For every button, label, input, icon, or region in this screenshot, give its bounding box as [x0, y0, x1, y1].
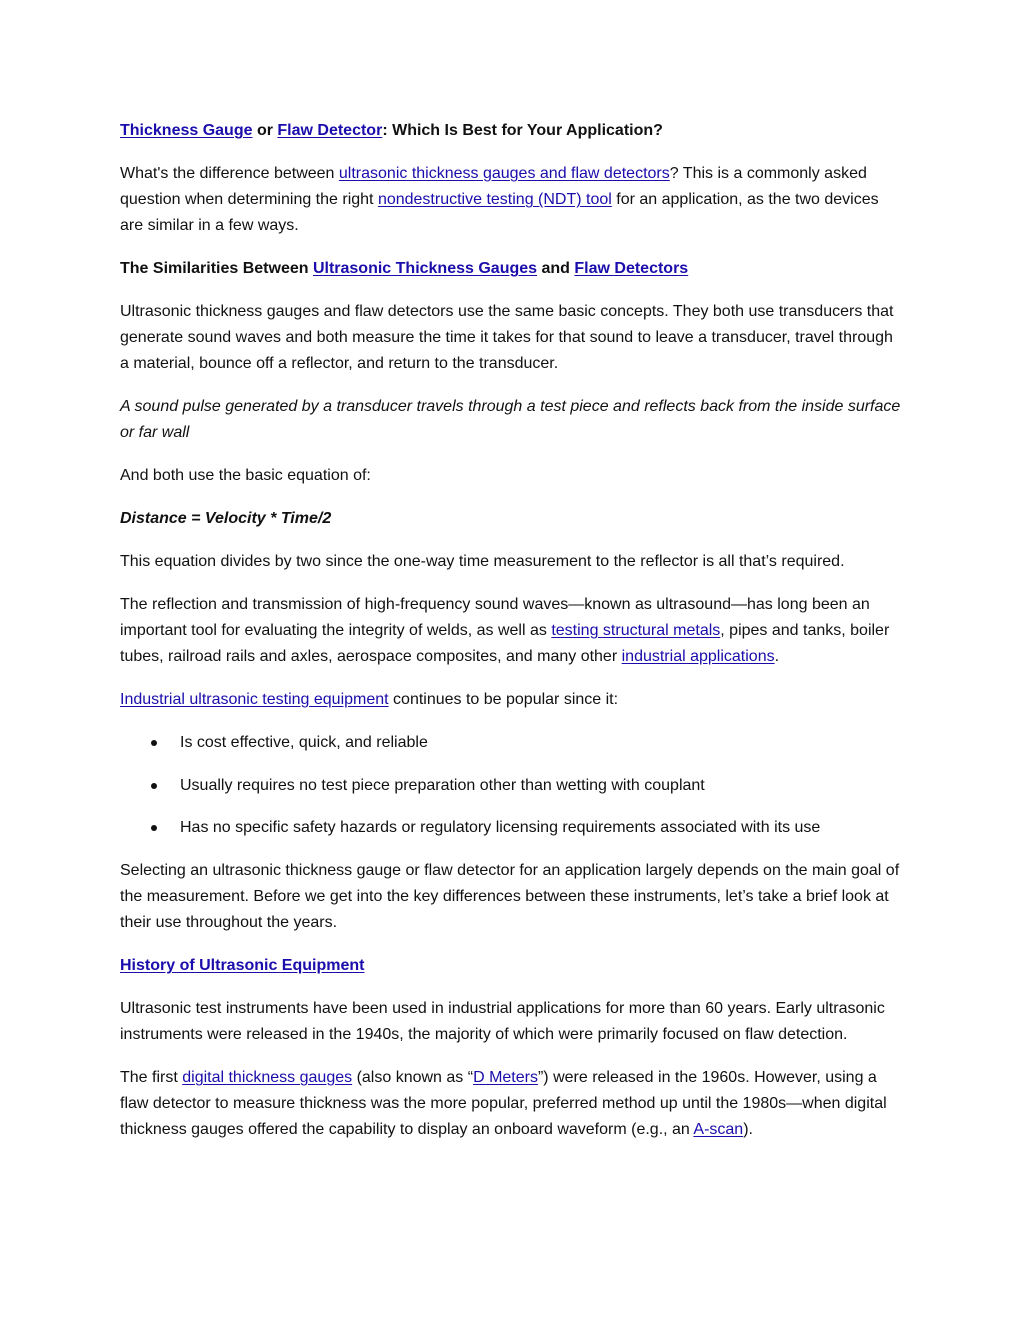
paragraph-text: The first	[120, 1069, 183, 1086]
ndt-tool-link[interactable]: nondestructive testing (NDT) tool	[377, 191, 612, 208]
history-paragraph: Ultrasonic test instruments have been used in industrial applications for more than 60 years. Early ultrasonic instruments were released in the 1940s, the majority of which were primarily focused on flaw detection.	[120, 1000, 885, 1043]
list-item-text: Usually requires no test piece preparation other than wetting with couplant	[180, 776, 705, 794]
thickness-gauge-link[interactable]: Thickness Gauge	[120, 122, 253, 139]
caption-paragraph: A sound pulse generated by a transducer travels through a test piece and reflects back from the inside surface or far wall	[120, 398, 901, 441]
concepts-paragraph: Ultrasonic thickness gauges and flaw detectors use the same basic concepts. They both use transducers that generate sound waves and both measure the time it takes for that sound to leave a transducer, travel through a material, bounce off a reflector, and return to the transducer.	[120, 303, 894, 372]
heading-text: and	[537, 260, 575, 277]
paragraph-text: for an application, as the two devices are similar in a few ways.	[120, 191, 879, 234]
paragraph-text: .	[774, 648, 780, 665]
ultrasonic-thickness-gauges-link[interactable]: Ultrasonic Thickness Gauges	[312, 260, 538, 277]
flaw-detector-link[interactable]: Flaw Detector	[277, 122, 383, 139]
history-heading	[120, 953, 906, 979]
article-title	[120, 118, 906, 144]
bullet-icon	[151, 783, 157, 789]
industrial-ultrasonic-equipment-link[interactable]: Industrial ultrasonic testing equipment	[120, 691, 389, 708]
list-item	[120, 773, 906, 799]
benefits-list	[120, 730, 906, 841]
title-text: or	[252, 122, 278, 139]
d-meters-link[interactable]: D Meters	[473, 1069, 538, 1086]
heading-text: The Similarities Between	[120, 260, 313, 277]
equation: Distance = Velocity * Time/2	[120, 510, 332, 527]
paragraph-text: ).	[743, 1121, 753, 1138]
ultrasound-paragraph	[120, 592, 906, 670]
selection-paragraph: Selecting an ultrasonic thickness gauge or flaw detector for an application largely depends on the main goal of the measurement. Before we get into the key differences between these instruments, let’s take a brief look at their use throughout the years.	[120, 862, 900, 931]
equation-explanation: This equation divides by two since the one-way time measurement to the reflector is all that’s required.	[120, 553, 845, 570]
industrial-applications-link[interactable]: industrial applications	[621, 648, 775, 665]
d-meters-paragraph	[120, 1065, 906, 1143]
bullet-icon	[151, 825, 157, 831]
equation-intro: And both use the basic equation of:	[120, 467, 371, 484]
list-item-text: Has no specific safety hazards or regulatory licensing requirements associated with its use	[180, 819, 821, 836]
paragraph-text: (also known as “	[352, 1069, 474, 1086]
similarities-heading	[120, 256, 906, 282]
gauges-and-detectors-link[interactable]: ultrasonic thickness gauges and flaw detectors	[338, 165, 670, 182]
list-item	[120, 730, 906, 756]
paragraph-text: continues to be popular since it:	[388, 691, 619, 708]
article-body	[120, 118, 906, 1160]
equipment-paragraph	[120, 687, 906, 713]
list-item-text: Is cost effective, quick, and reliable	[180, 734, 428, 751]
paragraph-text: , pipes and tanks, boiler tubes, railroad rails and axles, aerospace composites, and many other	[120, 622, 890, 665]
digital-thickness-gauges-link[interactable]: digital thickness gauges	[182, 1069, 353, 1086]
bullet-icon	[151, 740, 157, 746]
intro-paragraph	[120, 161, 906, 239]
history-link[interactable]: History of Ultrasonic Equipment	[120, 957, 365, 974]
title-text: : Which Is Best for Your Application?	[382, 122, 663, 139]
paragraph-text: The reflection and transmission of high-frequency sound waves—known as ultrasound—has long been an important tool for evaluating the integrity of welds, as well as	[120, 596, 870, 639]
flaw-detectors-link[interactable]: Flaw Detectors	[574, 260, 689, 277]
paragraph-text: ? This is a commonly asked question when determining the right	[120, 165, 867, 208]
list-item	[120, 815, 906, 841]
a-scan-link[interactable]: A-scan	[693, 1121, 744, 1138]
testing-structural-metals-link[interactable]: testing structural metals	[551, 622, 721, 639]
paragraph-text: What's the difference between	[120, 165, 339, 182]
paragraph-text: ”) were released in the 1960s. However, using a flaw detector to measure thickness was the more popular, preferred method up until the 1980s—when digital thickness gauges offered the capability to display an onboard waveform (e.g., an	[120, 1069, 887, 1138]
